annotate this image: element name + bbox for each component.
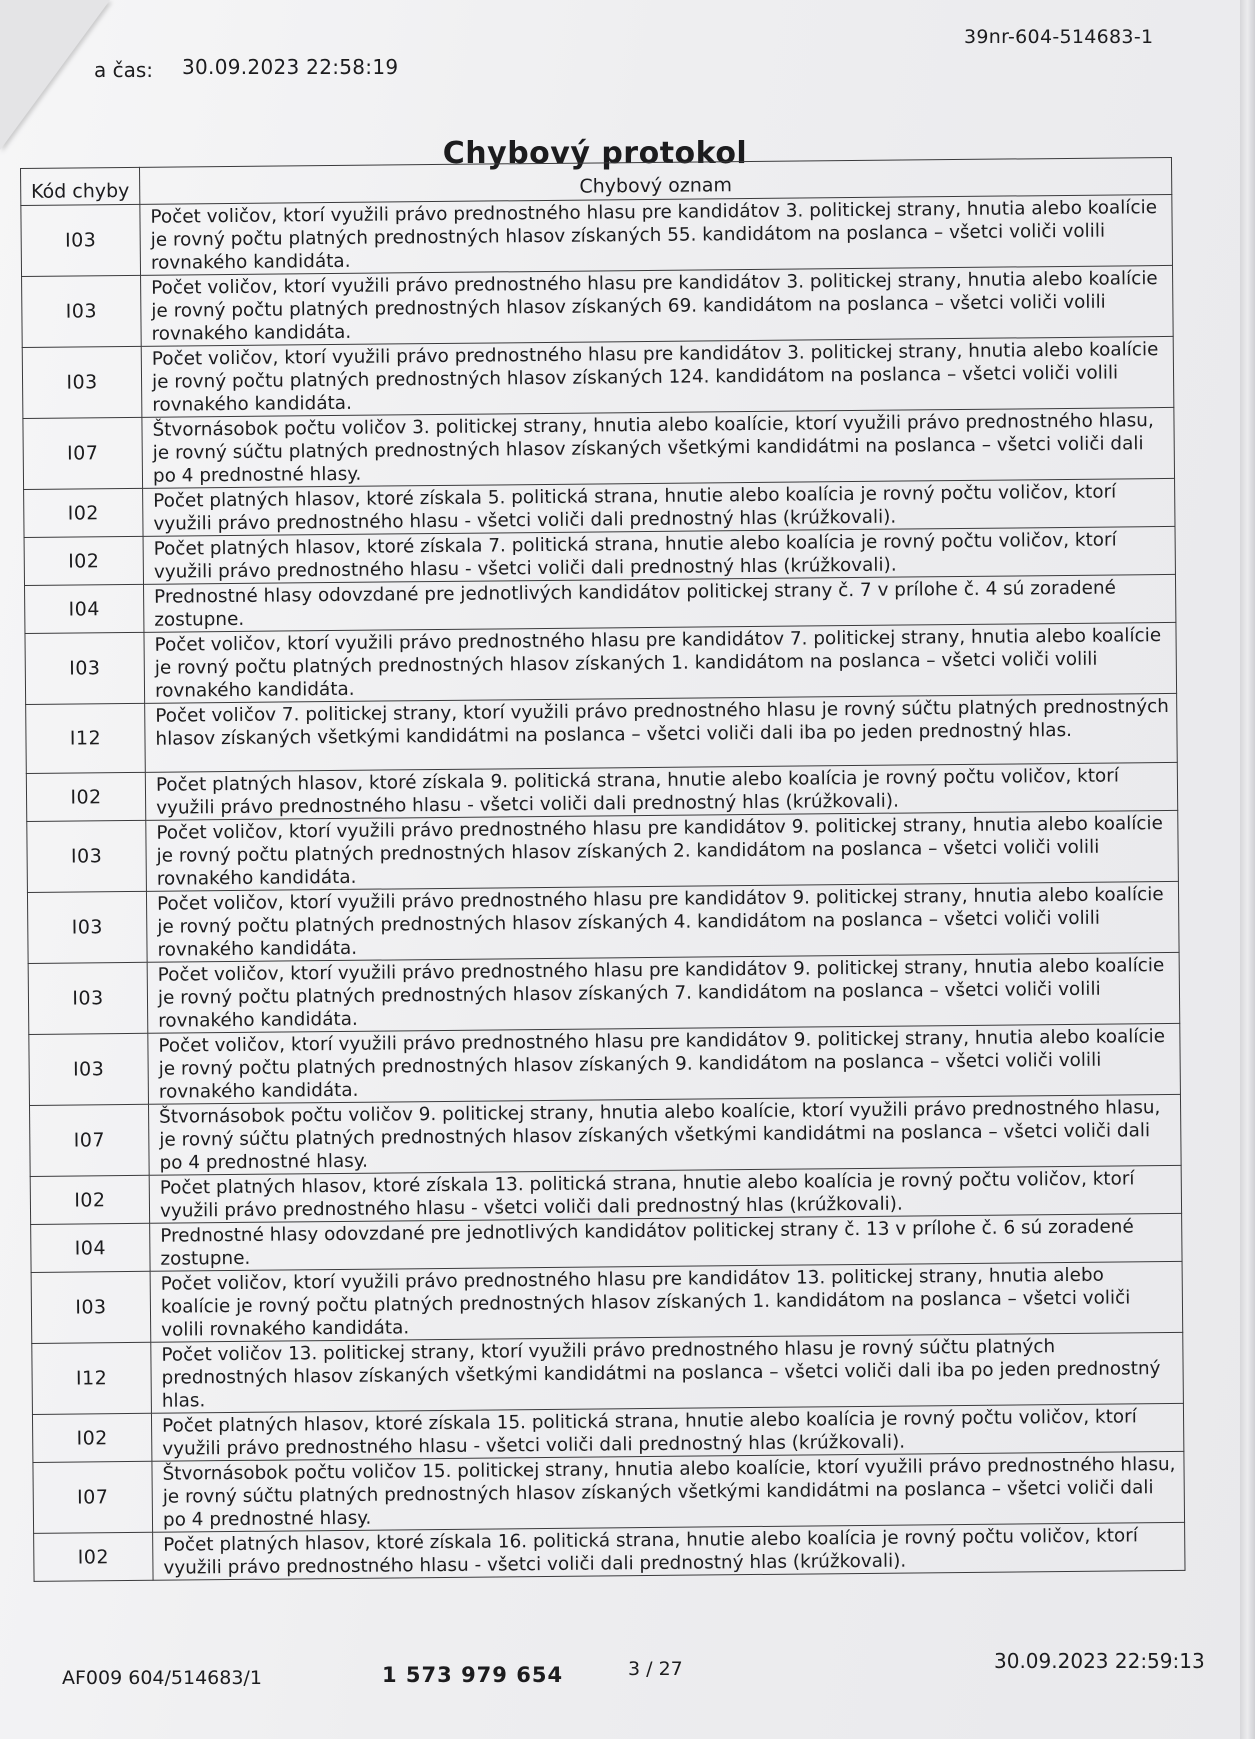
error-code-cell: I03 [25, 632, 145, 704]
error-message-cell: Počet voličov, ktorí využili právo prednostného hlasu pre kandidátov 9. politickej strany, hnutia alebo koalície je rovný počtu platných prednostných hlasov získaných 2. kandidátom na poslanca – všetci voliči volili rovnakého kandidáta. [146, 810, 1179, 891]
table-row [21, 194, 1173, 276]
error-code-cell: I03 [29, 1033, 149, 1105]
error-code-cell: I03 [27, 891, 147, 963]
table-row [28, 952, 1180, 1034]
error-message-cell: Počet voličov 13. politickej strany, ktorí využili právo prednostného hlasu je rovný súčtu platných prednostných hlasov získaných všetkými kandidátmi na poslanca – všetci voliči dali iba po jeden prednostný hlas. [151, 1332, 1184, 1413]
table-row [29, 1023, 1181, 1105]
error-code-cell: I02 [24, 488, 143, 537]
error-message-cell: Počet voličov, ktorí využili právo prednostného hlasu pre kandidátov 3. politickej strany, hnutia alebo koalície je rovný počtu platných prednostných hlasov získaných 69. kandidátom na poslanca – všetci voliči volili rovnakého kandidáta. [141, 265, 1174, 346]
footer-form-code: AF009 604/514683/1 [62, 1667, 262, 1689]
error-code-cell: I02 [30, 1175, 149, 1224]
error-message-cell: Počet platných hlasov, ktoré získala 5. politická strana, hnutie alebo koalícia je rovný počtu voličov, ktorí využili právo prednostného hlasu - všetci voliči dali prednostný hlas (krúžkovali). [143, 478, 1175, 536]
error-message-cell: Počet platných hlasov, ktoré získala 15. politická strana, hnutie alebo koalícia je rovný počtu voličov, ktorí využili právo prednostného hlasu - všetci voliči dali prednostný hlas (krúžkovali). [151, 1403, 1183, 1461]
error-message-cell: Počet voličov, ktorí využili právo prednostného hlasu pre kandidátov 3. politickej strany, hnutia alebo koalície je rovný počtu platných prednostných hlasov získaných 124. kandidátom na poslanca – všetci voliči volili rovnakého kandidáta. [141, 336, 1174, 417]
date-label: a čas: [94, 58, 154, 82]
footer-page-number: 3 / 27 [628, 1658, 683, 1680]
table-row [27, 881, 1179, 963]
table-row [27, 810, 1179, 892]
table-row [29, 1094, 1181, 1176]
error-message-cell: Štvornásobok počtu voličov 9. politickej strany, hnutia alebo koalície, ktorí využili právo prednostného hlasu, je rovný súčtu platných prednostných hlasov získaných všetkými kandidátmi na poslanca – všetci voliči dali po 4 prednostné hlasy. [148, 1094, 1181, 1175]
error-code-cell: I02 [32, 1413, 151, 1462]
error-code-cell: I03 [22, 275, 142, 347]
page-edge [1240, 0, 1255, 1739]
table-row [22, 265, 1174, 347]
error-code-cell: I03 [22, 346, 142, 418]
error-message-cell: Prednostné hlasy odovzdané pre jednotlivých kandidátov politickej strany č. 13 v prílohe č. 6 sú zoradené zostupne. [150, 1213, 1182, 1271]
error-table-wrapper [20, 157, 1186, 1582]
table-row [26, 693, 1178, 773]
error-code-cell: I12 [32, 1342, 152, 1414]
date-value: 30.09.2023 22:58:19 [182, 55, 399, 79]
table-body [21, 194, 1185, 1581]
error-message-cell: Počet platných hlasov, ktoré získala 13. politická strana, hnutie alebo koalícia je rovný počtu voličov, ktorí využili právo prednostného hlasu - všetci voliči dali prednostný hlas (krúžkovali). [149, 1165, 1181, 1223]
error-code-cell: I03 [31, 1271, 151, 1343]
table-row [23, 407, 1175, 489]
error-code-cell: I07 [23, 417, 143, 489]
table-row [33, 1451, 1185, 1533]
error-message-cell: Počet platných hlasov, ktoré získala 7. politická strana, hnutie alebo koalícia je rovný počtu voličov, ktorí využili právo prednostného hlasu - všetci voliči dali prednostný hlas (krúžkovali). [143, 526, 1175, 584]
error-message-cell: Prednostné hlasy odovzdané pre jednotlivých kandidátov politickej strany č. 7 v prílohe č. 4 sú zoradené zostupne. [144, 574, 1176, 632]
error-code-cell: I03 [28, 962, 148, 1034]
error-message-cell: Počet voličov, ktorí využili právo prednostného hlasu pre kandidátov 9. politickej strany, hnutia alebo koalície je rovný počtu platných prednostných hlasov získaných 9. kandidátom na poslanca – všetci voliči volili rovnakého kandidáta. [148, 1023, 1181, 1104]
error-message-cell: Počet voličov, ktorí využili právo prednostného hlasu pre kandidátov 9. politickej strany, hnutia alebo koalície je rovný počtu platných prednostných hlasov získaných 7. kandidátom na poslanca – všetci voliči volili rovnakého kandidáta. [147, 952, 1180, 1033]
error-code-cell: I02 [34, 1532, 153, 1581]
error-code-cell: I12 [26, 703, 146, 773]
document-id: 39nr-604-514683-1 [964, 26, 1154, 48]
error-message-cell: Počet voličov, ktorí využili právo prednostného hlasu pre kandidátov 13. politickej strany, hnutia alebo koalície je rovný počtu platných prednostných hlasov získaných 1. kandidátom na poslanca – všetci voliči volili rovnakého kandidáta. [150, 1261, 1183, 1342]
error-code-cell: I07 [33, 1461, 153, 1533]
error-code-cell: I04 [25, 584, 144, 633]
error-message-cell: Počet platných hlasov, ktoré získala 9. politická strana, hnutie alebo koalícia je rovný počtu voličov, ktorí využili právo prednostného hlasu - všetci voliči dali prednostný hlas (krúžkovali). [145, 762, 1177, 820]
column-header-code: Kód chyby [21, 167, 140, 205]
table-row [22, 336, 1174, 418]
error-code-cell: I04 [31, 1223, 150, 1272]
error-message-cell: Štvornásobok počtu voličov 15. politickej strany, hnutia alebo koalície, ktorí využili právo prednostného hlasu, je rovný súčtu platných prednostných hlasov získaných všetkými kandidátmi na poslanca – všetci voliči dali po 4 prednostné hlasy. [152, 1451, 1185, 1532]
error-code-cell: I07 [29, 1104, 149, 1176]
error-message-cell: Štvornásobok počtu voličov 3. politickej strany, hnutia alebo koalície, ktorí využili právo prednostného hlasu, je rovný súčtu platných prednostných hlasov získaných všetkými kandidátmi na poslanca – všetci voliči dali po 4 prednostné hlasy. [142, 407, 1175, 488]
error-message-cell: Počet voličov, ktorí využili právo prednostného hlasu pre kandidátov 7. politickej strany, hnutia alebo koalície je rovný počtu platných prednostných hlasov získaných 1. kandidátom na poslanca – všetci voliči volili rovnakého kandidáta. [144, 622, 1177, 703]
error-message-cell: Počet voličov, ktorí využili právo prednostného hlasu pre kandidátov 9. politickej strany, hnutia alebo koalície je rovný počtu platných prednostných hlasov získaných 4. kandidátom na poslanca – všetci voliči volili rovnakého kandidáta. [146, 881, 1179, 962]
page-title: Chybový protokol [442, 136, 748, 171]
footer-timestamp: 30.09.2023 22:59:13 [994, 1649, 1205, 1673]
table-row [25, 622, 1177, 704]
error-code-cell: I03 [21, 204, 141, 276]
error-message-cell: Počet platných hlasov, ktoré získala 16. politická strana, hnutie alebo koalícia je rovný počtu voličov, ktorí využili právo prednostného hlasu - všetci voliči dali prednostný hlas (krúžkovali). [153, 1522, 1185, 1580]
error-table [20, 157, 1186, 1582]
table-row [31, 1261, 1183, 1343]
error-code-cell: I02 [26, 772, 145, 821]
error-code-cell: I03 [27, 820, 147, 892]
footer-number: 1 573 979 654 [382, 1663, 564, 1687]
error-code-cell: I02 [24, 536, 143, 585]
error-message-cell: Počet voličov, ktorí využili právo prednostného hlasu pre kandidátov 3. politickej strany, hnutia alebo koalície je rovný počtu platných prednostných hlasov získaných 55. kandidátom na poslanca – všetci voliči volili rovnakého kandidáta. [140, 194, 1173, 275]
column-header-message: Chybový oznam [139, 157, 1171, 204]
error-message-cell: Počet voličov 7. politickej strany, ktorí využili právo prednostného hlasu je rovný súčtu platných prednostných hlasov získaných všetkými kandidátmi na poslanca – všetci voliči dali iba po jeden prednostný hlas. [145, 693, 1178, 772]
table-row [32, 1332, 1184, 1414]
